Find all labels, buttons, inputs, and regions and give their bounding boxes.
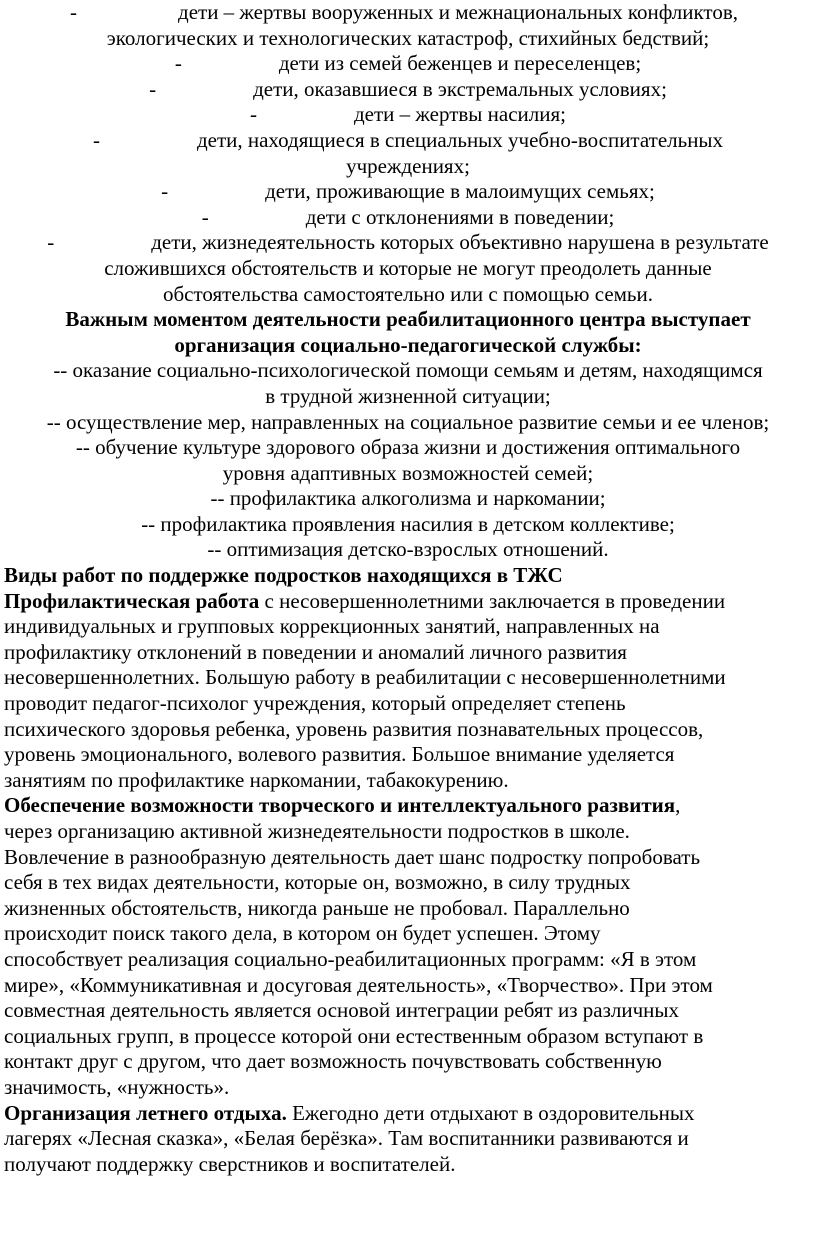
list-dash: - xyxy=(201,204,209,229)
prophylactic-paragraph xyxy=(4,589,812,794)
list-item-continuation: экологических и технологических катастроф, стихийных бедствий; xyxy=(106,25,710,50)
paragraph-line: профилактику отклонений в поведении и аномалий личного развития xyxy=(4,639,627,664)
list-item xyxy=(4,0,812,26)
service-item: -- обучение культуре здорового образа жизни и достижения оптимального xyxy=(75,435,741,460)
paragraph-line: совместная деятельность является основой интеграции ребят из различных xyxy=(4,998,680,1023)
list-item-continuation: обстоятельства самостоятельно или с помощью семьи. xyxy=(162,281,653,306)
list-dash: - xyxy=(149,76,157,101)
list-dash: - xyxy=(70,0,78,24)
paragraph-line: социальных групп, в процессе которой они естественным образом вступают в xyxy=(4,1023,704,1048)
list-item xyxy=(4,102,812,128)
creative-paragraph xyxy=(4,793,812,1100)
service-item-continuation: в трудной жизненной ситуации; xyxy=(265,383,551,408)
paragraph-line: лагерях «Лесная сказка», «Белая берёзка». Там воспитанники развиваются и xyxy=(4,1126,689,1151)
paragraph-lead: Обеспечение возможности творческого и интеллектуального развития xyxy=(4,793,676,818)
service-item: -- оптимизация детско-взрослых отношений. xyxy=(207,537,609,562)
paragraph-lead: Профилактическая работа xyxy=(4,588,260,613)
service-item: -- осуществление мер, направленных на социальное развитие семьи и ее членов; xyxy=(46,409,770,434)
service-item: -- профилактика проявления насилия в детском коллективе; xyxy=(141,511,675,536)
summer-paragraph xyxy=(4,1101,812,1178)
paragraph-line: себя в тех видах деятельности, которые он, возможно, в силу трудных xyxy=(4,870,631,895)
list-item xyxy=(4,205,812,231)
list-item-continuation: сложившихся обстоятельств и которые не могут преодолеть данные xyxy=(104,255,712,280)
list-item xyxy=(4,230,812,256)
paragraph-line: мире», «Коммуникативная и досуговая деятельность», «Творчество». При этом xyxy=(4,972,713,997)
paragraph-line: Вовлечение в разнообразную деятельность дает шанс подростку попробовать xyxy=(4,844,701,869)
list-dash: - xyxy=(250,102,257,127)
paragraph-line: способствует реализация социально-реабилитационных программ: «Я в этом xyxy=(4,946,697,971)
list-dash: - xyxy=(161,179,169,204)
list-dash: - xyxy=(92,127,100,152)
paragraph-line: жизненных обстоятельств, никогда раньше не пробовал. Параллельно xyxy=(4,895,630,920)
paragraph-line: Профилактическая работа с несовершеннолетними заключается в проведении xyxy=(4,588,726,613)
list-item-text: дети, оказавшиеся в экстремальных условиях; xyxy=(253,76,667,101)
service-item: -- оказание социально-психологической помощи семьям и детям, находящимся xyxy=(53,358,763,383)
paragraph-line: проводит педагог-психолог учреждения, который определяет степень xyxy=(4,691,626,716)
service-heading-continuation: организация социально-педагогической службы: xyxy=(174,332,642,357)
list-item xyxy=(4,128,812,154)
paragraph-line: получают поддержку сверстников и воспитателей. xyxy=(4,1151,456,1176)
paragraph-line: контакт друг с другом, что дает возможность почувствовать собственную xyxy=(4,1049,662,1074)
list-item xyxy=(4,51,812,77)
category-list xyxy=(4,0,812,307)
section-heading: Виды работ по поддержке подростков находящихся в ТЖС xyxy=(4,563,563,588)
paragraph-line: Организация летнего отдыха. Ежегодно дети отдыхают в оздоровительных xyxy=(4,1100,695,1125)
list-item-text: дети – жертвы вооруженных и межнациональных конфликтов, xyxy=(178,0,738,24)
paragraph-line: уровень эмоционального, волевого развития. Большое внимание уделяется xyxy=(4,742,675,767)
list-item-text: дети, проживающие в малоимущих семьях; xyxy=(265,179,655,204)
service-section xyxy=(4,307,812,563)
paragraph-line: происходит поиск такого дела, в котором он будет успешен. Этому xyxy=(4,921,601,946)
list-item-continuation: учреждениях; xyxy=(346,153,470,178)
paragraph-line: психического здоровья ребенка, уровень развития познавательных процессов, xyxy=(4,716,704,741)
paragraph-line: Обеспечение возможности творческого и интеллектуального развития, xyxy=(4,793,681,818)
paragraph-line: занятиям по профилактике наркомании, табакокурению. xyxy=(4,767,509,792)
service-item: -- профилактика алкоголизма и наркомании; xyxy=(210,486,606,511)
paragraph-line: через организацию активной жизнедеятельности подростков в школе. xyxy=(4,819,630,843)
paragraph-line: индивидуальных и групповых коррекционных занятий, направленных на xyxy=(4,614,660,639)
service-item-continuation: уровня адаптивных возможностей семей; xyxy=(222,460,594,485)
list-item-text: дети, жизнедеятельность которых объективно нарушена в результате xyxy=(151,230,769,255)
service-heading: Важным моментом деятельности реабилитационного центра выступает xyxy=(65,307,751,332)
list-item xyxy=(4,77,812,103)
list-dash: - xyxy=(174,51,182,76)
paragraph-line: несовершеннолетних. Большую работу в реабилитации с несовершеннолетними xyxy=(4,665,726,690)
list-item-text: дети с отклонениями в поведении; xyxy=(305,204,615,229)
list-dash: - xyxy=(47,230,55,255)
list-item-text: дети – жертвы насилия; xyxy=(354,102,566,127)
list-item-text: дети, находящиеся в специальных учебно-воспитательных xyxy=(196,127,724,152)
paragraph-line: значимость, «нужность». xyxy=(4,1074,230,1099)
paragraph-lead: Организация летнего отдыха. xyxy=(4,1100,287,1125)
list-item xyxy=(4,179,812,205)
list-item-text: дети из семей беженцев и переселенцев; xyxy=(278,51,642,76)
